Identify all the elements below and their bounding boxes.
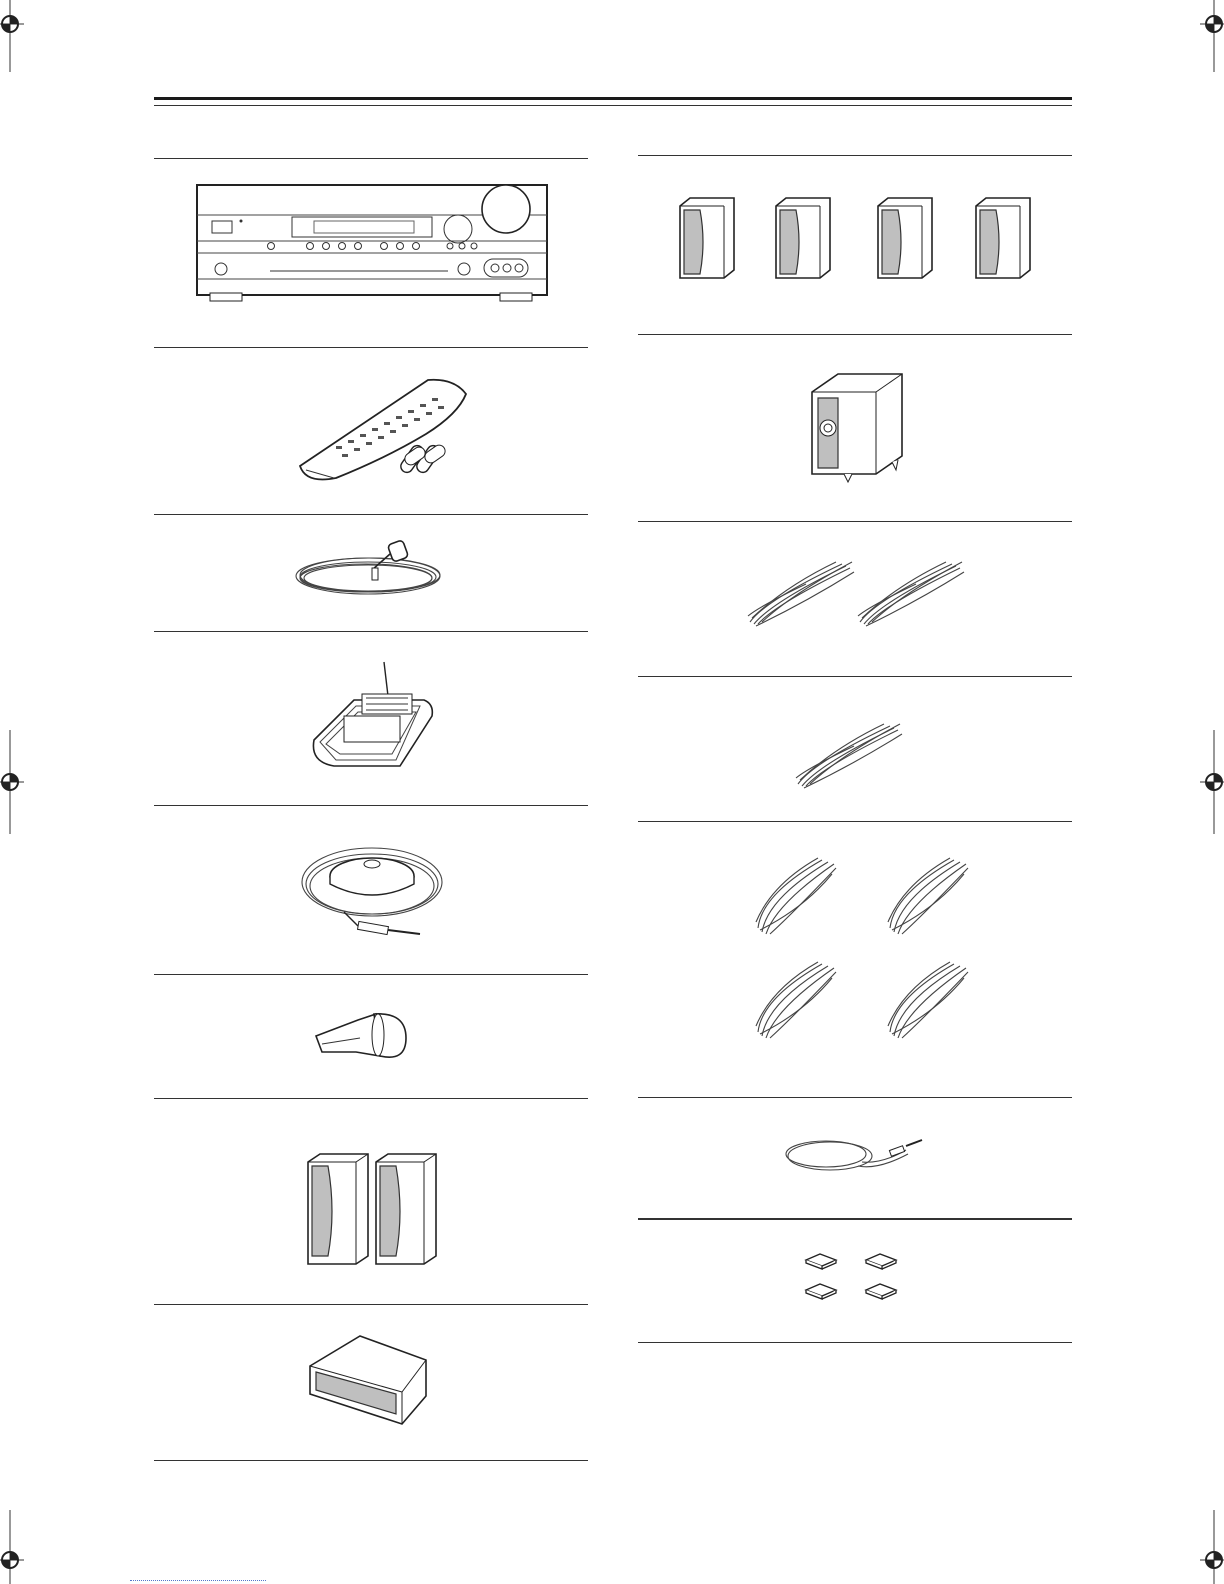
left-divider: [154, 1304, 588, 1305]
right-divider: [638, 676, 1072, 677]
left-divider: [154, 347, 588, 348]
left-divider: [154, 1460, 588, 1461]
left-divider: [154, 974, 588, 975]
subwoofer-icon: [808, 372, 904, 484]
left-divider: [154, 631, 588, 632]
right-divider: [638, 1342, 1072, 1343]
footer-underline: [130, 1580, 266, 1581]
right-divider: [638, 521, 1072, 522]
left-divider: [154, 514, 588, 515]
fm-antenna-icon: [294, 540, 450, 602]
right-divider: [638, 1097, 1072, 1098]
am-loop-antenna-icon: [304, 660, 440, 776]
registration-mark-bottom-right: [1194, 1500, 1224, 1584]
center-speaker-icon: [308, 1332, 428, 1428]
registration-mark-bottom-left: [0, 1500, 30, 1584]
header-rule-thick: [154, 97, 1072, 100]
setup-microphone-icon: [300, 830, 446, 944]
right-divider: [638, 821, 1072, 822]
right-divider: [638, 1218, 1072, 1220]
registration-mark-mid-right: [1194, 730, 1224, 840]
surround-speakers-icon: [678, 196, 1030, 282]
right-divider: [638, 155, 1072, 156]
front-speaker-icon: [306, 1152, 440, 1268]
battery-icon: [400, 440, 460, 476]
right-divider: [638, 334, 1072, 335]
non-skid-pads-icon: [804, 1252, 900, 1306]
speaker-plug-adapter-icon: [312, 1006, 408, 1066]
audio-cable-icon: [782, 1134, 926, 1184]
registration-mark-top-left: [0, 0, 30, 80]
left-divider: [154, 158, 588, 159]
left-divider: [154, 805, 588, 806]
speaker-cables-four-icon: [752, 854, 974, 1042]
registration-mark-top-right: [1194, 0, 1224, 80]
header-rule-thin: [154, 105, 1072, 106]
speaker-cable-icon: [746, 556, 968, 630]
av-receiver-icon: [196, 183, 548, 303]
left-divider: [154, 1098, 588, 1099]
speaker-cable-single-icon: [794, 718, 906, 792]
registration-mark-mid-left: [0, 730, 30, 840]
